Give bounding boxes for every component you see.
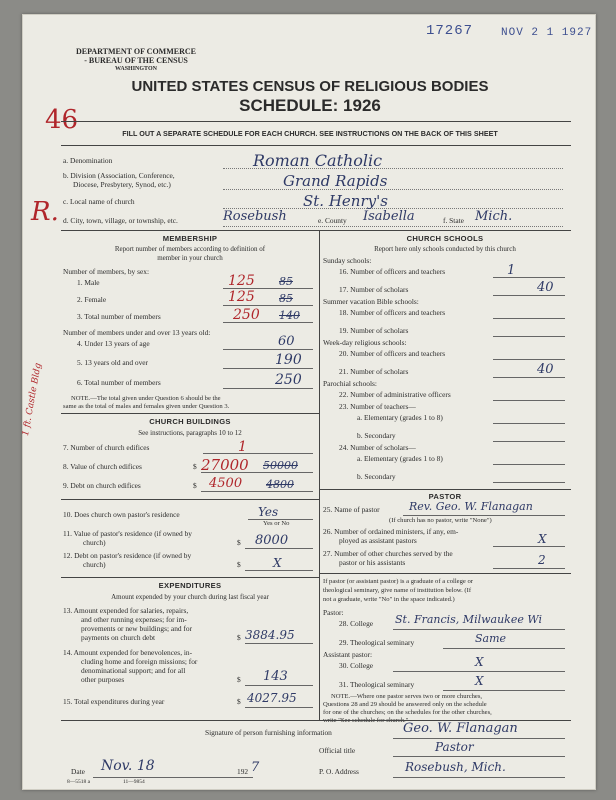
graduate-instruction-2: theological seminary, give name of institution below. (If [323,587,472,594]
q28-college-value: St. Francis, Milwaukee Wi [395,613,542,626]
q14-label-4: other purposes [81,675,125,684]
po-address-label: P. O. Address [319,767,359,776]
received-stamp-number: 17267 [426,23,474,39]
dept-line-3: WASHINGTON [115,66,157,72]
department-heading [61,47,211,74]
sunday-schools-label: Sunday schools: [323,256,372,265]
q14-label-2: cluding home and foreign missions; for [81,657,198,666]
q31-value: X [475,674,484,688]
weekday-schools-label: Week-day religious schools: [323,338,407,347]
membership-instruction-1: Report number of members according to definition of [114,245,266,253]
q24-label: 24. Number of scholars— [339,443,416,452]
q14-dollar: $ [237,675,241,684]
q30-value: X [475,655,484,669]
q17-label: 17. Number of scholars [339,285,409,294]
census-schedule-sheet [22,14,596,790]
q11-residence-value-label-2: church) [83,538,106,547]
q23a-label: a. Elementary (grades 1 to 8) [357,413,443,422]
q27-value: 2 [538,553,546,567]
county-label: e. County [318,216,347,225]
q12-residence-debt-label: 12. Debt on pastor's residence (if owned by [63,551,192,560]
q6-total-value: 250 [275,372,302,388]
q21-value: 40 [537,362,554,377]
q23-label: 23. Number of teachers— [339,402,416,411]
pastor-heading: PASTOR [428,492,462,501]
q19-label: 19. Number of scholars [339,326,409,335]
expenditures-instruction: Amount expended by your church during last fiscal year [111,593,269,601]
q12-residence-debt-value: X [273,556,282,570]
q13-label-2: and other running expenses; for im- [81,615,187,624]
q12-dollar: $ [237,560,241,569]
q31-label: 31. Theological seminary [339,680,415,689]
q1-male-label: 1. Male [77,278,100,287]
q16-value: 1 [507,263,516,278]
buildings-instruction: See instructions, paragraphs 10 to 12 [138,429,242,437]
q11-residence-value-label: 11. Value of pastor's residence (if owned by [63,529,192,538]
q21-label: 21. Number of scholars [339,367,409,376]
q17-value: 40 [537,280,554,295]
q30-label: 30. College [339,661,374,670]
form-title: UNITED STATES CENSUS OF RELIGIOUS BODIES [131,78,489,95]
q2-female-value: 125 [228,289,255,305]
q7-edifices-value: 1 [238,439,247,455]
q25-label: 25. Name of pastor [323,505,380,514]
official-title-label: Official title [319,746,356,755]
q9-struck-value: 4800 [266,478,294,491]
q5-over-13-label: 5. 13 years old and over [77,358,149,367]
q8-value-label: 8. Value of church edifices [63,462,142,471]
form-subtitle: SCHEDULE: 1926 [239,96,381,115]
membership-note-2: same as the total of males and females given under Question 3. [63,403,230,410]
q9-value: 4500 [209,476,243,491]
q18-label: 18. Number of officers and teachers [339,308,446,317]
division-label: b. Division (Association, Conference, [63,171,175,180]
q25-pastor-name: Rev. Geo. W. Flanagan [409,500,533,513]
date-value: Nov. 18 [101,758,155,774]
local-name-label: c. Local name of church [63,197,135,206]
q2-female-label: 2. Female [77,295,107,304]
buildings-heading: CHURCH BUILDINGS [149,417,231,426]
signature-label: Signature of person furnishing information [205,728,332,737]
q3-total-value: 250 [233,307,260,323]
form-code: 11—9854 [123,779,145,785]
q8-value: 27000 [201,456,249,474]
expenditures-heading: EXPENDITURES [158,581,222,590]
po-address-value: Rosebush, Mich. [405,760,506,774]
dept-line-1: DEPARTMENT OF COMMERCE [75,47,196,56]
q3-total-struck-value: 140 [279,309,300,322]
q4-under-13-label: 4. Under 13 years of age [77,339,150,348]
division-value: Grand Rapids [283,172,388,190]
pastor-note-3: for one of the churches; on the schedules for the other churches, [323,709,492,716]
pastor-note-4: write "See schedule for church." [323,717,409,724]
q7-edifices-label: 7. Number of church edifices [63,443,150,452]
pastor-subheading: Pastor: [323,608,344,617]
q10-yes-no-hint: Yes or No [263,520,290,527]
city-label: d. City, town, village, or township, etc. [63,216,178,225]
q23b-label: b. Secondary [357,431,396,440]
q4-under-13-value: 60 [278,334,295,349]
graduate-instruction-1: If pastor (or assistant pastor) is a graduate of a college or [323,578,473,585]
q8-struck-value: 50000 [263,459,298,472]
q3-total-label: 3. Total number of members [77,312,161,321]
q15-dollar: $ [237,697,241,706]
q28-label: 28. College [339,619,374,628]
year-prefix: 192 [237,767,249,776]
separate-schedule-instruction: FILL OUT A SEPARATE SCHEDULE FOR EACH CHURCH. SEE INSTRUCTIONS ON THE BACK OF THIS SHEET [122,129,498,138]
denomination-value: Roman Catholic [253,151,383,170]
dept-line-2: - BUREAU OF THE CENSUS [84,56,188,65]
q10-owns-residence-label: 10. Does church own pastor's residence [63,510,180,519]
q13-dollar: $ [237,633,241,642]
state-value: Mich. [475,209,513,224]
q13-label-3: provements or new buildings; and for [81,624,193,633]
age-intro-label: Number of members under and over 13 years old: [63,328,211,337]
received-stamp-date: NOV 2 1 1927 [501,27,593,39]
q14-label-1: 14. Amount expended for benevolences, in- [63,648,193,657]
q29-label: 29. Theological seminary [339,638,415,647]
q25-hint: (If church has no pastor, write "None") [389,517,492,524]
q1-male-struck-value: 85 [279,275,293,288]
q10-owns-residence-value: Yes [258,505,279,519]
q12-residence-debt-label-2: church) [83,560,106,569]
official-title-value: Pastor [435,740,474,754]
membership-instruction-2: member in your church [157,254,223,262]
signature-value: Geo. W. Flanagan [403,721,518,736]
local-name-value: St. Henry's [303,192,388,210]
schools-instruction: Report here only schools conducted by this church [374,245,516,253]
q24b-label: b. Secondary [357,472,396,481]
schools-heading: CHURCH SCHOOLS [406,234,484,243]
q27-label-2: pastor or his assistants [339,558,406,567]
q20-label: 20. Number of officers and teachers [339,349,446,358]
assistant-pastor-subheading: Assistant pastor: [323,650,373,659]
pastor-note-2: Questions 28 and 29 should be answered only on the schedule [323,701,487,708]
members-by-sex-label: Number of members, by sex: [63,267,149,276]
membership-heading: MEMBERSHIP [162,234,218,243]
q16-label: 16. Number of officers and teachers [339,267,446,276]
q22-label: 22. Number of administrative officers [339,390,451,399]
city-value: Rosebush [223,209,287,224]
q26-value: X [538,532,547,546]
year-value: 7 [251,760,260,775]
denomination-label: a. Denomination [63,156,113,165]
q26-label-1: 26. Number of ordained ministers, if any, em- [323,527,459,536]
q5-over-13-value: 190 [275,352,302,368]
margin-mark: R. [31,197,59,227]
state-label: f. State [443,216,464,225]
q14-label-3: denominational support; and for all [81,666,186,675]
margin-number: 46 [45,105,79,135]
buildings-margin-note: 1 ft. Castle Bldg [21,362,44,437]
division-label-2: Diocese, Presbytery, Synod, etc.) [73,180,171,189]
q15-total-value: 4027.95 [247,691,297,705]
pastor-note-1: NOTE.—Where one pastor serves two or more churches, [331,693,483,700]
q26-label-2: ployed as assistant pastors [339,536,417,545]
q13-label-4: payments on church debt [81,633,156,642]
summer-schools-label: Summer vacation Bible schools: [323,297,419,306]
membership-note-1: NOTE.—The total given under Question 6 should be the [71,395,221,402]
q8-dollar: $ [193,462,197,471]
date-label: Date [71,767,85,776]
q24a-label: a. Elementary (grades 1 to 8) [357,454,443,463]
q13-value: 3884.95 [245,628,295,642]
q15-total-label: 15. Total expenditures during year [63,697,165,706]
q27-label-1: 27. Number of other churches served by the [323,549,453,558]
q2-female-struck-value: 85 [279,292,293,305]
graduate-instruction-3: not a graduate, write "No" in the space indicated.) [323,596,455,603]
q6-total-label: 6. Total number of members [77,378,161,387]
q14-value: 143 [263,669,288,684]
county-value: Isabella [363,209,415,224]
q9-dollar: $ [193,481,197,490]
q11-dollar: $ [237,538,241,547]
q29-seminary-value: Same [475,632,507,645]
q1-male-value: 125 [228,273,255,289]
q13-label-1: 13. Amount expended for salaries, repairs, [63,606,189,615]
q11-residence-value: 8000 [255,533,289,548]
q9-debt-label: 9. Debt on church edifices [63,481,141,490]
parochial-schools-label: Parochial schools: [323,379,377,388]
form-number: 8—5518 a [67,779,91,785]
